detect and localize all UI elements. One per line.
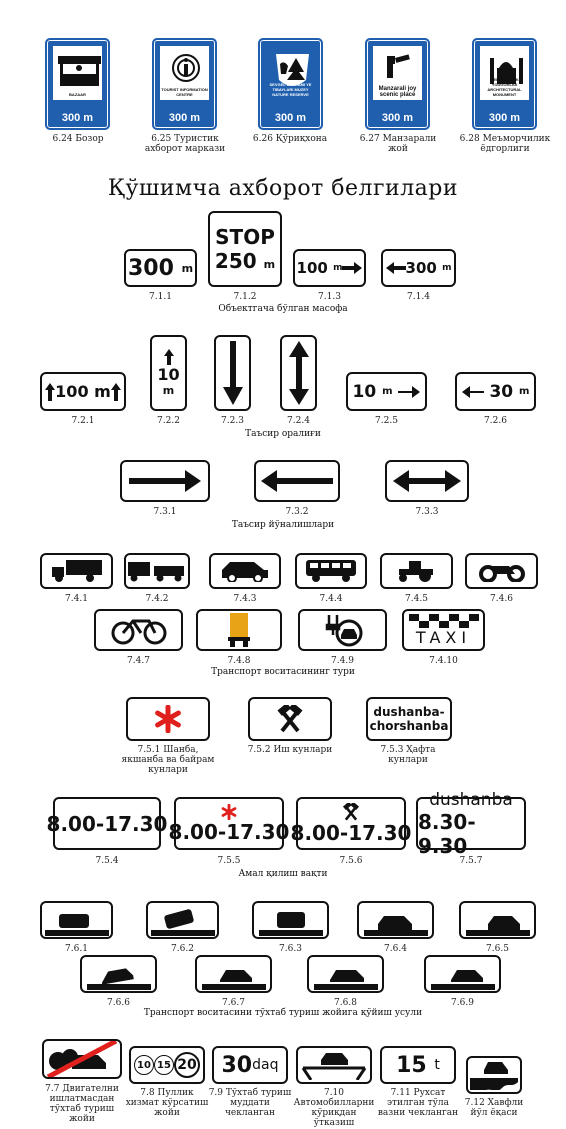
sign-7-3-1 bbox=[120, 460, 210, 502]
monument-icon: MEMORCHILIK YODGORLIGI ARCHITECTURAL MONUMENT bbox=[480, 46, 529, 100]
vehicle-inspection-icon bbox=[301, 1050, 367, 1080]
sign-7-10 bbox=[296, 1046, 372, 1084]
sign-6-27: Manzarali joy scenic place 300 m bbox=[365, 38, 430, 130]
sign-7-2-5: 10 m bbox=[346, 372, 427, 411]
sign-7-1-2: STOP 250 m bbox=[208, 211, 282, 287]
scenic-place-icon: Manzarali joy scenic place bbox=[373, 46, 422, 100]
sign-6-26: SEVGEL BAYRAMI YE TIBAYLARI MUZEY NATURE RESERVE 300 m bbox=[258, 38, 323, 130]
code-7-2-4: 7.2.4 bbox=[287, 416, 310, 426]
sign-6-24: BAZAAR 300 m bbox=[45, 38, 110, 130]
motorcycle-icon bbox=[479, 560, 525, 582]
code-7-6-8: 7.6.8 bbox=[334, 998, 357, 1008]
electric-car-icon bbox=[321, 613, 365, 647]
tractor-icon bbox=[395, 559, 439, 583]
parking-sidewalk-icon bbox=[314, 958, 378, 990]
code-7-3-2: 7.3.2 bbox=[285, 507, 309, 517]
dangerous-goods-icon bbox=[228, 613, 250, 647]
arrow-left-right-icon bbox=[393, 470, 461, 492]
code-7-6-9: 7.6.9 bbox=[451, 998, 474, 1008]
sign-7-4-3 bbox=[209, 553, 281, 589]
sign-7-2-4 bbox=[280, 335, 317, 411]
red-asterisk-icon bbox=[221, 804, 237, 820]
sign-7-11: 15 t bbox=[380, 1046, 456, 1084]
arrow-up-down-icon bbox=[289, 341, 309, 405]
bus-icon bbox=[306, 560, 356, 582]
code-7-4-9: 7.4.9 bbox=[331, 656, 354, 666]
arrow-right-icon bbox=[342, 262, 362, 274]
sign-7-4-2 bbox=[124, 553, 190, 589]
caption-7-5-3: 7.5.3 Ҳафта кунлари bbox=[380, 745, 436, 765]
code-7-6-1: 7.6.1 bbox=[65, 944, 88, 954]
parking-sidewalk-icon bbox=[364, 904, 428, 936]
sign-6-25: TOURIST INFORMATION CENTRE 300 m bbox=[152, 38, 217, 130]
code-7-4-3: 7.4.3 bbox=[233, 594, 257, 604]
sign-7-9: 30 daq bbox=[212, 1046, 288, 1084]
code-7-5-4: 7.5.4 bbox=[95, 856, 119, 866]
arrow-right-icon bbox=[398, 386, 420, 398]
code-7-4-5: 7.4.5 bbox=[405, 594, 428, 604]
arrow-left-icon bbox=[261, 470, 333, 492]
caption-7-9: 7.9 Тўхтаб туриш муддати чекланган bbox=[208, 1088, 292, 1118]
sign-7-4-1 bbox=[40, 553, 113, 589]
red-asterisk-icon bbox=[154, 705, 182, 733]
arrow-right-icon bbox=[129, 470, 201, 492]
caption-7-12: 7.12 Хавфли йўл ёқаси bbox=[464, 1098, 524, 1118]
no-engine-idle-icon bbox=[44, 1041, 120, 1077]
arrow-down-icon bbox=[223, 341, 243, 405]
sign-7-1-3: 100 m bbox=[293, 249, 366, 287]
truck-trailer-icon bbox=[128, 560, 186, 582]
sign-7-5-7: dushanba 8.30- 9.30 bbox=[416, 797, 526, 850]
code-7-5-5: 7.5.5 bbox=[217, 856, 241, 866]
taxi-checker-icon bbox=[409, 614, 479, 628]
sign-7-6-6 bbox=[80, 955, 157, 993]
sign-7-4-9 bbox=[298, 609, 387, 651]
arrow-up-icon bbox=[164, 349, 174, 365]
code-7-5-6: 7.5.6 bbox=[339, 856, 363, 866]
code-7-3-1: 7.3.1 bbox=[153, 507, 177, 517]
sign-7-6-8 bbox=[307, 955, 384, 993]
arrow-left-icon bbox=[386, 262, 406, 274]
sign-7-4-10: TAXI bbox=[402, 609, 485, 651]
sign-7-1-1: 300 m bbox=[124, 249, 197, 287]
sign-7-6-9 bbox=[424, 955, 501, 993]
code-7-4-10: 7.4.10 bbox=[429, 656, 458, 666]
code-7-1-1: 7.1.1 bbox=[149, 292, 172, 302]
sign-7-4-5 bbox=[380, 553, 453, 589]
caption-7-7: 7.7 Двигателни ишлатмасдан тўхтаб туриш жойи bbox=[45, 1084, 119, 1124]
code-7-4-6: 7.4.6 bbox=[490, 594, 513, 604]
car-icon bbox=[220, 560, 270, 582]
truck-icon bbox=[52, 560, 102, 582]
caption-7-5-2: 7.5.2 Иш кунлари bbox=[247, 745, 333, 755]
caption-6-26: 6.26 Қўриқхона bbox=[252, 134, 328, 144]
sign-7-5-3: dushanba- chorshanba bbox=[366, 697, 452, 741]
sign-7-5-2 bbox=[248, 697, 332, 741]
arrow-left-icon bbox=[462, 386, 484, 398]
sign-7-2-6: 30 m bbox=[455, 372, 536, 411]
bazaar-icon: BAZAAR bbox=[53, 46, 102, 100]
sign-7-2-1: 100 m bbox=[40, 372, 126, 411]
caption-6-25: 6.25 Туристик ахборот маркази bbox=[144, 134, 226, 154]
code-7-5-7: 7.5.7 bbox=[459, 856, 483, 866]
sign-7-6-7 bbox=[195, 955, 272, 993]
sign-7-4-7 bbox=[94, 609, 183, 651]
code-7-6-2: 7.6.2 bbox=[171, 944, 194, 954]
code-7-4-8: 7.4.8 bbox=[227, 656, 251, 666]
sign-7-5-1 bbox=[126, 697, 210, 741]
group-label-7-4: Транспорт воситасининг тури bbox=[211, 667, 355, 677]
sign-7-8: 10 15 20 bbox=[129, 1046, 205, 1084]
caption-6-24: 6.24 Бозор bbox=[52, 134, 104, 144]
sign-7-6-3 bbox=[252, 901, 329, 939]
code-7-1-3: 7.1.3 bbox=[318, 292, 341, 302]
parking-curb-icon bbox=[151, 904, 215, 936]
code-7-2-6: 7.2.6 bbox=[484, 416, 507, 426]
sign-7-1-4: 300 m bbox=[381, 249, 456, 287]
code-7-1-4: 7.1.4 bbox=[407, 292, 430, 302]
sign-7-2-2: 10 m bbox=[150, 335, 187, 411]
caption-7-8: 7.8 Пуллик хизмат кўрсатиш жойи bbox=[125, 1088, 209, 1118]
group-label-7-5: Амал қилиш вақти bbox=[238, 869, 328, 879]
sign-6-28: MEMORCHILIK YODGORLIGI ARCHITECTURAL MONUMENT 300 m bbox=[472, 38, 537, 130]
info-centre-icon: TOURIST INFORMATION CENTRE bbox=[160, 46, 209, 100]
sign-7-6-2 bbox=[146, 901, 219, 939]
parking-curb-icon bbox=[259, 904, 323, 936]
parking-curb-icon bbox=[45, 904, 109, 936]
code-7-6-4: 7.6.4 bbox=[384, 944, 407, 954]
code-7-2-5: 7.2.5 bbox=[375, 416, 398, 426]
sign-7-6-5 bbox=[459, 901, 536, 939]
bicycle-icon bbox=[111, 615, 167, 645]
caption-7-10: 7.10 Автомобилларни кўриқдан ўтказиш bbox=[293, 1088, 375, 1128]
dangerous-roadside-icon bbox=[470, 1060, 518, 1090]
caption-6-28: 6.28 Меъморчилик ёдгорлиги bbox=[459, 134, 551, 154]
sign-7-2-3 bbox=[214, 335, 251, 411]
sign-7-5-6: 8.00-17.30 bbox=[296, 797, 406, 850]
code-7-4-4: 7.4.4 bbox=[319, 594, 343, 604]
caption-6-27: 6.27 Манзарали жой bbox=[359, 134, 437, 154]
caption-7-5-1: 7.5.1 Шанба, якшанба ва байрам кунлари bbox=[121, 745, 215, 775]
code-7-4-2: 7.4.2 bbox=[145, 594, 169, 604]
sign-7-4-4 bbox=[295, 553, 367, 589]
sign-7-4-8 bbox=[196, 609, 282, 651]
sign-7-6-1 bbox=[40, 901, 113, 939]
code-7-4-1: 7.4.1 bbox=[65, 594, 88, 604]
code-7-2-3: 7.2.3 bbox=[221, 416, 244, 426]
code-7-6-5: 7.6.5 bbox=[486, 944, 509, 954]
sign-7-5-4: 8.00 -17.30 bbox=[53, 797, 161, 850]
sign-7-5-5: 8.00-17.30 bbox=[174, 797, 284, 850]
arrow-up-icon bbox=[45, 383, 55, 401]
code-7-6-7: 7.6.7 bbox=[222, 998, 245, 1008]
code-7-4-7: 7.4.7 bbox=[127, 656, 150, 666]
sign-7-6-4 bbox=[357, 901, 434, 939]
code-7-2-2: 7.2.2 bbox=[157, 416, 180, 426]
section-heading: Қўшимча ахборот белгилари bbox=[107, 176, 459, 201]
hammers-icon bbox=[276, 705, 304, 733]
code-7-2-1: 7.2.1 bbox=[71, 416, 95, 426]
sign-7-12 bbox=[466, 1056, 522, 1094]
sign-7-3-2 bbox=[254, 460, 340, 502]
caption-7-11: 7.11 Рухсат этилган тўла вазни чекланган bbox=[377, 1088, 459, 1118]
parking-sidewalk-icon bbox=[431, 958, 495, 990]
parking-sidewalk-icon bbox=[466, 904, 530, 936]
parking-diagonal-icon bbox=[87, 958, 151, 990]
parking-diagonal-icon bbox=[202, 958, 266, 990]
sign-7-4-6 bbox=[465, 553, 538, 589]
arrow-up-icon bbox=[111, 383, 121, 401]
code-7-3-3: 7.3.3 bbox=[415, 507, 439, 517]
sign-7-3-3 bbox=[385, 460, 469, 502]
code-7-1-2: 7.1.2 bbox=[233, 292, 257, 302]
group-label-7-1: Объектгача бўлган масофа bbox=[218, 304, 348, 314]
code-7-6-3: 7.6.3 bbox=[279, 944, 302, 954]
group-label-7-3: Таъсир йўналишлари bbox=[231, 520, 335, 530]
nature-reserve-icon: SEVGEL BAYRAMI YE TIBAYLARI MUZEY NATURE RESERVE bbox=[266, 46, 315, 100]
hammers-icon bbox=[342, 803, 360, 821]
group-label-7-2: Таъсир оралиғи bbox=[245, 429, 321, 439]
code-7-6-6: 7.6.6 bbox=[107, 998, 130, 1008]
sign-7-7 bbox=[42, 1039, 122, 1079]
group-label-7-6: Транспорт воситасини тўхтаб туриш жойига қўйиш усули bbox=[143, 1008, 423, 1018]
